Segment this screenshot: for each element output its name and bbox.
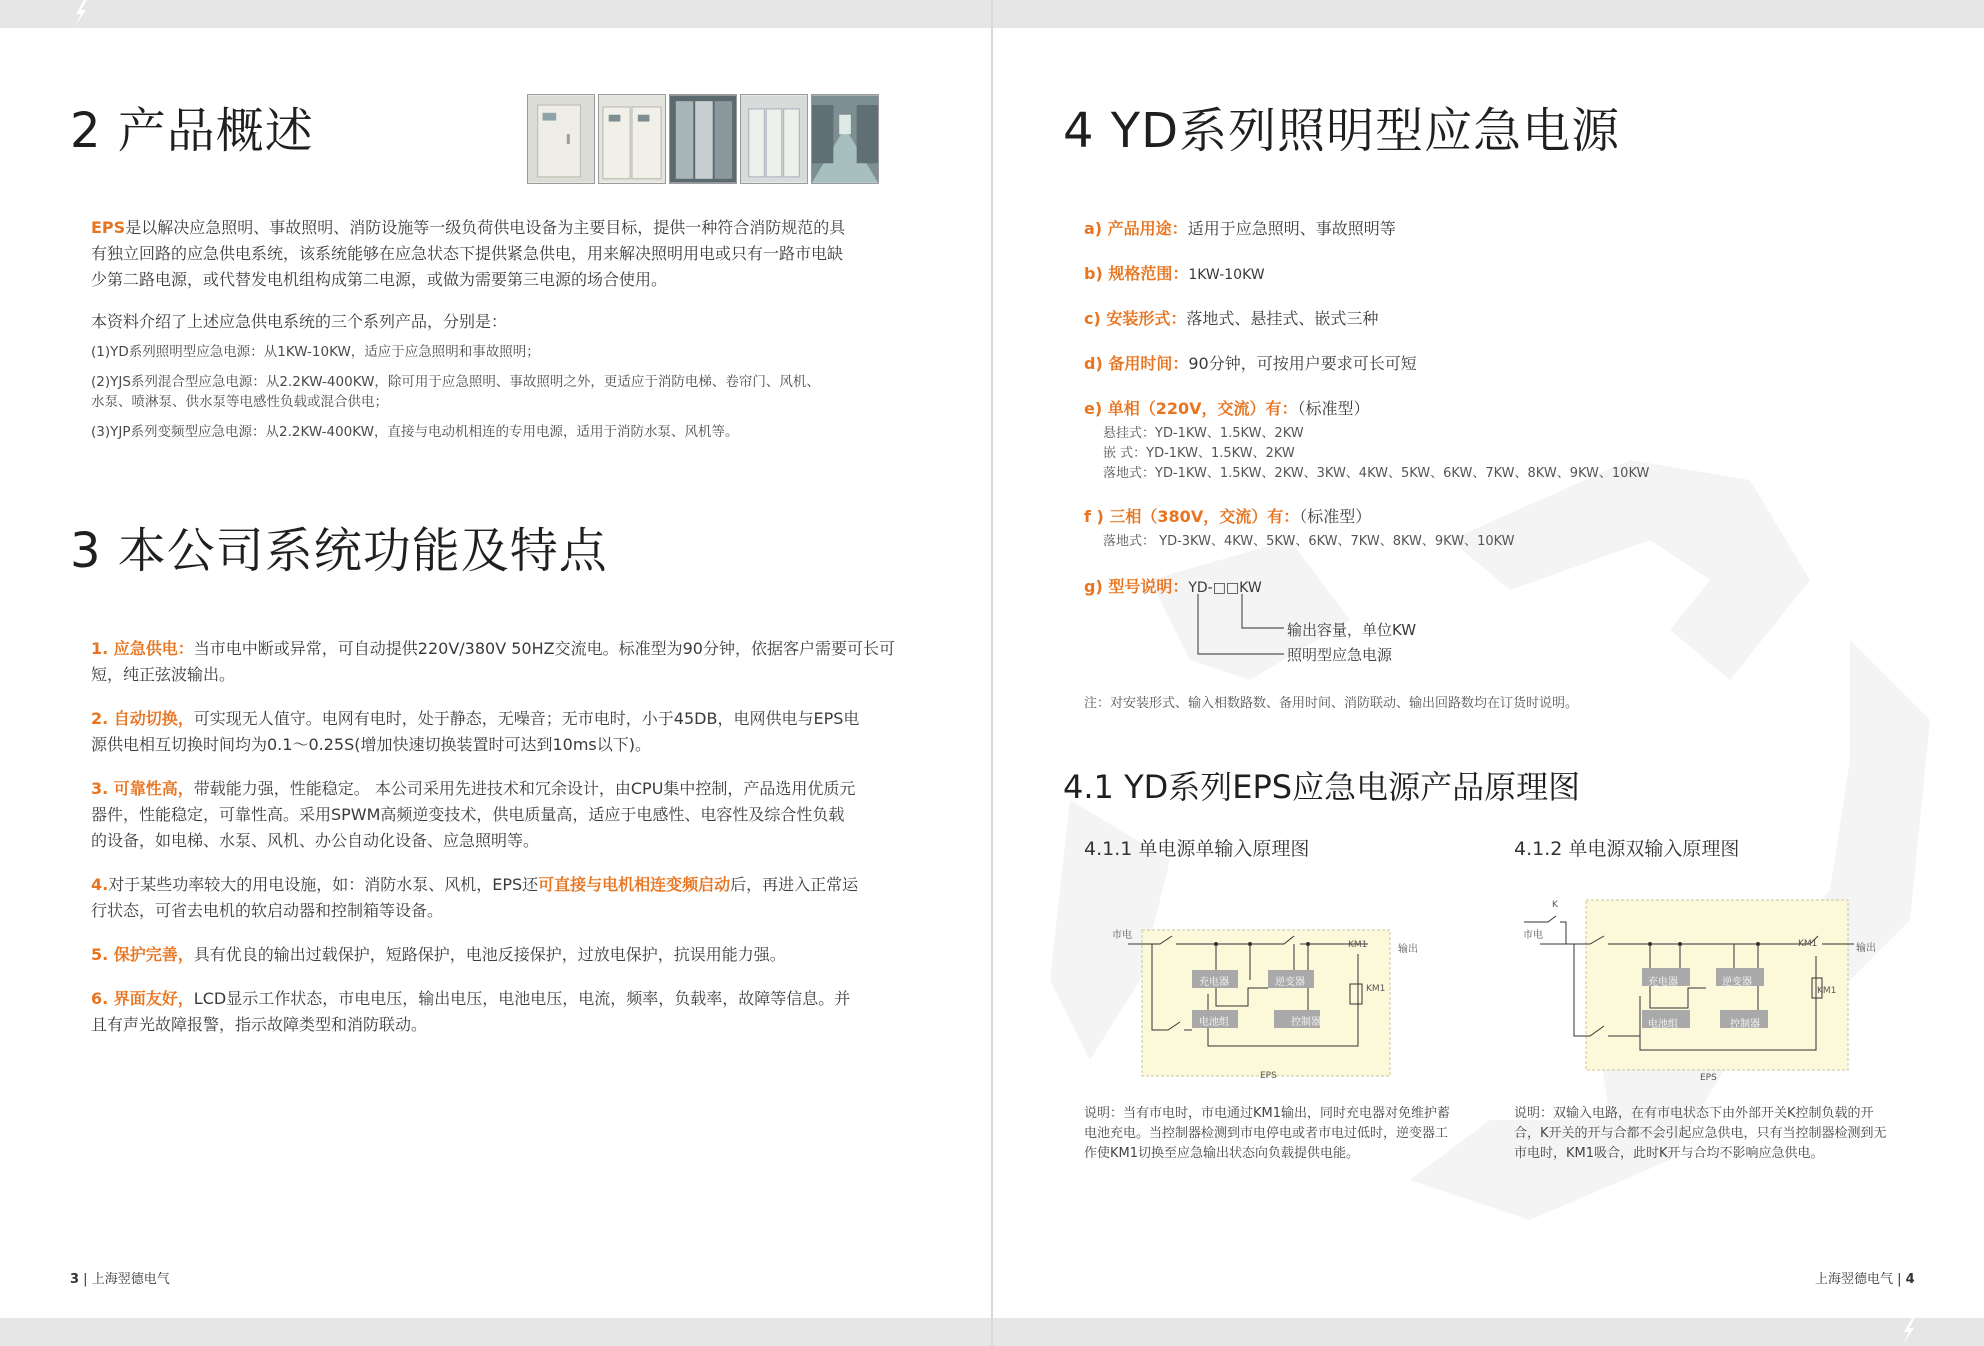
- diag2-battery: 电池组: [1648, 1019, 1678, 1030]
- diag2-eps-label: EPS: [1700, 1073, 1717, 1083]
- spec-three-phase: f ) 三相（380V，交流）有：（标准型）: [1084, 507, 1372, 526]
- product-photo-strip: [527, 94, 879, 184]
- diagram-1-note: 说明：当有市电时，市电通过KM1输出，同时充电器对免维护蓄 电池充电。当控制器检测到市电停电或者市电过低时，逆变器工 作使KM1切换至应急输出状态向负载提供电能。: [1084, 1106, 1451, 1161]
- diag1-controller: 控制器: [1291, 1017, 1321, 1028]
- diag1-km1-label: KM1: [1348, 940, 1368, 950]
- diag1-km1-coil-label: KM1: [1366, 984, 1386, 994]
- section-4-1-title: 4.1 YD系列EPS应急电源产品原理图: [1063, 768, 1581, 806]
- spec-usage: a) 产品用途：适用于应急照明、事故照明等: [1084, 219, 1396, 238]
- diag1-inverter: 逆变器: [1275, 977, 1305, 988]
- cabinet-photo: [740, 94, 808, 184]
- diag1-output-label: 输出: [1398, 944, 1418, 955]
- diagram-2-note: 说明：双输入电路，在有市电状态下由外部开关K控制负载的开 合，K开关的开与合都不会引起应急供电，只有当控制器检测到无 市电时，KM1吸合，此时K开与合均不影响应急供电。: [1514, 1106, 1887, 1161]
- diag2-output-label: 输出: [1856, 943, 1876, 954]
- diagram-1-title: 4.1.1 单电源单输入原理图: [1084, 838, 1310, 860]
- diag1-mains-label: 市电: [1112, 930, 1132, 941]
- diag2-inverter: 逆变器: [1722, 977, 1752, 988]
- page-spine: [991, 0, 993, 1346]
- cabinet-photo: [527, 94, 595, 184]
- cabinet-photo: [598, 94, 666, 184]
- model-capacity-label: 输出容量，单位KW: [1287, 621, 1417, 639]
- spec-single-phase: e) 单相（220V，交流）有：（标准型）: [1084, 399, 1370, 418]
- single-phase-row: 嵌 式：YD-1KW、1.5KW、2KW: [1103, 446, 1295, 461]
- series-item: 水泵、喷淋泵、供水泵等电感性负载或混合供电；: [91, 394, 388, 410]
- series-item: (3)YJP系列变频型应急电源：从2.2KW-400KW，直接与电动机相连的专用电源，适用于消防水泵、风机等。: [91, 424, 739, 440]
- series-item: (1)YD系列照明型应急电源：从1KW-10KW，适应于应急照明和事故照明；: [91, 344, 540, 360]
- model-type-label: 照明型应急电源: [1287, 646, 1393, 664]
- cabinet-photo: [811, 94, 879, 184]
- diag1-battery: 电池组: [1199, 1017, 1229, 1028]
- model-code-bracket: [1190, 592, 1290, 658]
- diag2-k-label: K: [1552, 900, 1558, 910]
- diag2-km1-label: KM1: [1798, 939, 1818, 949]
- order-note: 注：对安装形式、输入相数路数、备用时间、消防联动、输出回路数均在订货时说明。: [1084, 696, 1579, 711]
- diag1-charger: 充电器: [1199, 977, 1229, 988]
- lightning-bolt-icon: [1898, 1318, 1918, 1346]
- lightning-bolt-icon: [70, 0, 90, 28]
- single-phase-row: 悬挂式：YD-1KW、1.5KW、2KW: [1103, 426, 1304, 441]
- cabinet-photo: [669, 94, 737, 184]
- single-phase-row: 落地式：YD-1KW、1.5KW、2KW、3KW、4KW、5KW、6KW、7KW、8KW、9KW、10KW: [1103, 466, 1650, 481]
- section-4-title: 4 YD系列照明型应急电源: [1063, 103, 1621, 159]
- diag1-eps-label: EPS: [1260, 1071, 1277, 1081]
- diag2-km1-coil-label: KM1: [1817, 986, 1837, 996]
- series-item: (2)YJS系列混合型应急电源：从2.2KW-400KW，除可用于应急照明、事故照明之外，更适应于消防电梯、卷帘门、风机、: [91, 374, 820, 390]
- left-footer: 3 | 上海翌德电气: [70, 1272, 170, 1287]
- right-footer: 上海翌德电气 | 4: [1815, 1272, 1915, 1287]
- diag2-charger: 充电器: [1648, 977, 1678, 988]
- dual-input-schematic: [1520, 896, 1860, 1086]
- spec-backup-time: d) 备用时间：90分钟，可按用户要求可长可短: [1084, 354, 1417, 373]
- diag2-controller: 控制器: [1730, 1019, 1760, 1030]
- eps-highlight: EPS: [91, 218, 126, 237]
- diag2-mains-label: 市电: [1523, 930, 1543, 941]
- section-3-title: 3 本公司系统功能及特点: [70, 523, 608, 579]
- spec-install: c) 安装形式：落地式、悬挂式、嵌式三种: [1084, 309, 1379, 328]
- spec-model: g) 型号说明：YD-□□KW: [1084, 577, 1262, 596]
- spec-range: b) 规格范围：1KW-10KW: [1084, 264, 1265, 283]
- diagram-2-title: 4.1.2 单电源双输入原理图: [1514, 838, 1740, 860]
- section-2-title: 2 产品概述: [70, 103, 314, 159]
- three-phase-row: 落地式： YD-3KW、4KW、5KW、6KW、7KW、8KW、9KW、10KW: [1103, 534, 1515, 549]
- series-intro: 本资料介绍了上述应急供电系统的三个系列产品，分别是：: [91, 312, 508, 331]
